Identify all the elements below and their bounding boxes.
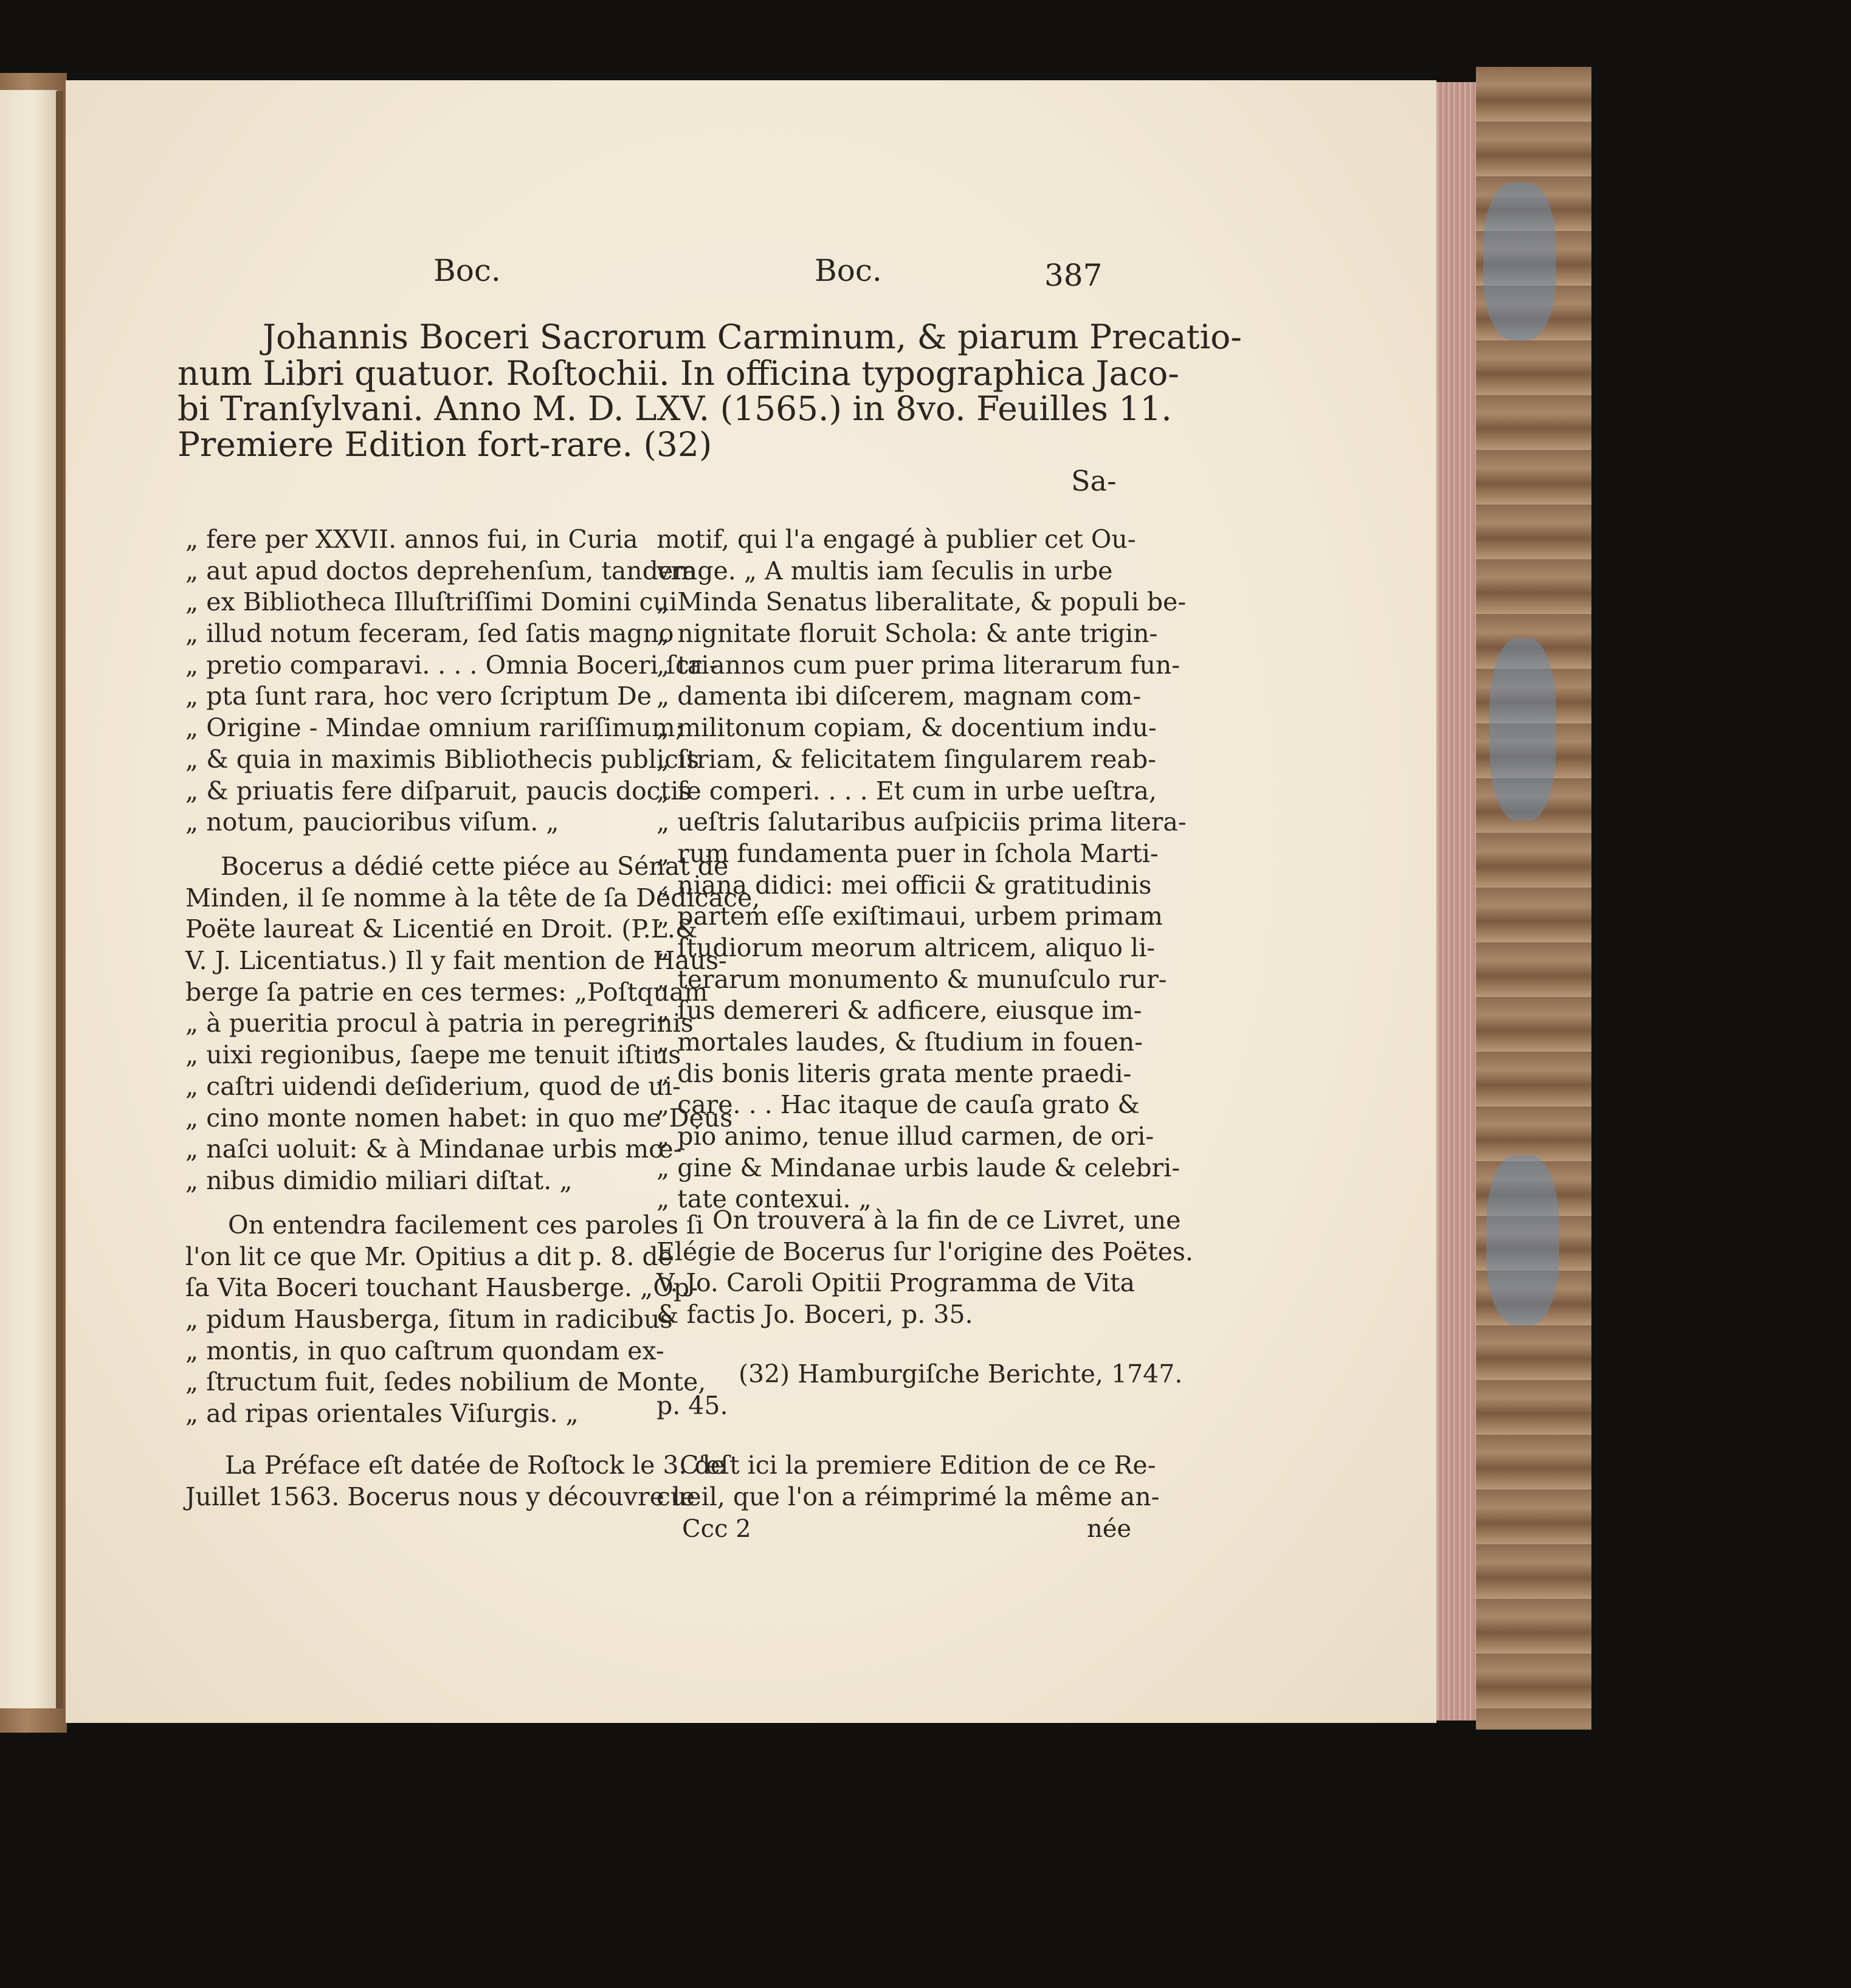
text-line: „ montis, in quo caſtrum quondam ex-: [185, 1336, 664, 1365]
text-line: (32) Hamburgiſche Berichte, 1747.: [739, 1359, 1183, 1389]
text-line: „ aut apud doctos deprehenſum, tandem: [185, 556, 697, 585]
text-line: „ caſtri uidendi deſiderium, quod de ui-: [185, 1071, 681, 1101]
text-line: „ ex Bibliotheca Illuſtriſſimi Domini cui: [185, 587, 677, 617]
text-line: „ militonum copiam, & docentium indu-: [657, 713, 1157, 743]
text-line: Minden, il ſe nomme à la tête de ſa Dédicace,: [185, 883, 760, 913]
text-line: „ partem eſſe exiſtimaui, urbem primam: [657, 902, 1163, 931]
text-line: Bocerus a dédié cette piéce au Sénat de: [221, 852, 729, 881]
text-line: „ cino monte nomen habet: in quo me Deus: [185, 1103, 733, 1133]
marbled-endpaper: [1489, 638, 1556, 821]
text-line: cueil, que l'on a réimprimé la même an-: [657, 1482, 1160, 1511]
text-line: „ Origine - Mindae omnium rariſſimum;: [185, 713, 684, 743]
text-line: „ naſci uoluit: & à Mindanae urbis mœ-: [185, 1134, 682, 1164]
catchword: née: [1087, 1515, 1132, 1543]
text-line: berge ſa patrie en ces termes: „Poſtquam: [185, 977, 708, 1007]
text-line: „ ad ripas orientales Viſurgis. „: [185, 1399, 579, 1429]
text-line: & factis Jo. Boceri, p. 35.: [657, 1300, 973, 1330]
left-paragraph: [185, 1450, 725, 1513]
text-line: „ gine & Mindanae urbis laude & celebri-: [657, 1153, 1181, 1182]
text-line: „ terarum monumento & munuſculo rur-: [657, 964, 1167, 994]
text-line: „ pio animo, tenue illud carmen, de ori-: [657, 1122, 1154, 1151]
text-line: C'eſt ici la premiere Edition de ce Re-: [680, 1451, 1156, 1480]
text-line: Poëte laureat & Licentié en Droit. (P.L.&: [185, 914, 698, 944]
text-line: On trouvera à la fin de ce Livret, une: [712, 1206, 1181, 1235]
text-line: Elégie de Bocerus ſur l'origine des Poëtes.: [657, 1237, 1193, 1266]
text-line: „ pta ſunt rara, hoc vero ſcriptum De: [185, 682, 652, 711]
text-line: „ fere per XXVII. annos fui, in Curia: [185, 525, 638, 554]
text-line: „ pretio comparavi. . . . Omnia Boceri ſcri-: [185, 650, 718, 680]
text-line: „ & quia in maximis Bibliothecis publicis: [185, 744, 700, 774]
text-line: „ Minda Senatus liberalitate, & populi be-: [657, 587, 1187, 617]
text-line: „ ta annos cum puer prima literarum fun-: [657, 650, 1181, 680]
signature-mark: Ccc 2: [682, 1515, 751, 1543]
text-line: „ illud notum feceram, ſed ſatis magno: [185, 619, 674, 649]
text-line: „ care. . . Hac itaque de cauſa grato &: [657, 1090, 1140, 1120]
text-line: „ ueſtris ſalutaribus auſpiciis prima litera-: [657, 807, 1187, 837]
text-line: „ ſus demereri & adficere, eiusque im-: [657, 996, 1142, 1026]
text-line: „ à pueritia procul à patria in peregrinis: [185, 1009, 694, 1038]
text-line: „ dis bonis literis grata mente praedi-: [657, 1058, 1132, 1088]
text-line: On entendra facilement ces paroles ſi: [228, 1210, 704, 1240]
entry-line: bi Tranſylvani. Anno M. D. LXV. (1565.) in 8vo. Feuilles 11.: [178, 389, 1172, 428]
footnote: [657, 1359, 1182, 1421]
text-line: „ damenta ibi diſcerem, magnam com-: [657, 682, 1142, 711]
text-line: „ pidum Hausberga, ſitum in radicibus: [185, 1305, 673, 1334]
text-line: „ notum, paucioribus viſum. „: [185, 807, 559, 837]
text-line: V. J. Licentiatus.) Il y fait mention de Haus-: [185, 946, 727, 976]
text-line: l'on lit ce que Mr. Opitius a dit p. 8. de: [185, 1241, 673, 1271]
left-page-fragment: [0, 90, 58, 1708]
catchword: Sa-: [1071, 464, 1117, 497]
text-line: p. 45.: [657, 1390, 728, 1420]
text-line: „ ſtudiorum meorum altricem, aliquo li-: [657, 933, 1156, 962]
text-line: „ ſtriam, & felicitatem ſingularem reab-: [657, 744, 1156, 774]
left-paragraph: [185, 1210, 706, 1430]
text-line: Juillet 1563. Bocerus nous y découvre le: [185, 1482, 695, 1511]
marbled-endpaper: [1486, 1155, 1559, 1325]
entry-line: num Libri quatuor. Roſtochii. In officina typographica Jaco-: [178, 354, 1179, 393]
left-quote: [185, 524, 717, 838]
text-line: „ nignitate floruit Schola: & ante trigin-: [657, 619, 1158, 649]
entry-line: Johannis Boceri Sacrorum Carminum, & piarum Precatio-: [263, 317, 1242, 356]
text-line: „ ſtructum fuit, ſedes nobilium de Monte,: [185, 1367, 706, 1397]
text-line: „ nibus dimidio miliari diſtat. „: [185, 1165, 573, 1195]
text-line: „ niana didici: mei officii & gratitudinis: [657, 870, 1152, 900]
text-line: V. Jo. Caroli Opitii Programma de Vita: [657, 1268, 1135, 1298]
text-line: „ & priuatis fere diſparuit, paucis doctis: [185, 776, 692, 806]
text-line: vrage. „ A multis iam ſeculis in urbe: [657, 556, 1113, 585]
left-page-gutter: [56, 91, 63, 1708]
text-line: „ uixi regionibus, ſaepe me tenuit iſtius: [185, 1040, 681, 1070]
running-head-left: Boc.: [433, 253, 501, 288]
text-line: La Préface eſt datée de Roſtock le 3. de: [225, 1451, 726, 1480]
text-line: motif, qui l'a engagé à publier cet Ou-: [657, 525, 1136, 554]
text-line: „ ſe comperi. . . . Et cum in urbe ueſtra,: [657, 776, 1157, 806]
right-paragraph: [657, 524, 1187, 1215]
running-head-center: Boc.: [815, 253, 882, 288]
marbled-endpaper: [1483, 182, 1556, 340]
text-line: „ mortales laudes, & ſtudium in fouen-: [657, 1027, 1143, 1057]
entry-line: Premiere Edition fort-rare. (32): [178, 425, 712, 464]
right-paragraph: [657, 1450, 1159, 1513]
text-line: ſa Vita Boceri touchant Hausberge. „Op-: [185, 1273, 698, 1303]
page-number: 387: [1044, 258, 1103, 293]
text-line: „ rum fundamenta puer in ſchola Marti-: [657, 838, 1159, 868]
text-line: „ tate contexui. „: [657, 1184, 872, 1214]
right-paragraph: [657, 1205, 1193, 1331]
